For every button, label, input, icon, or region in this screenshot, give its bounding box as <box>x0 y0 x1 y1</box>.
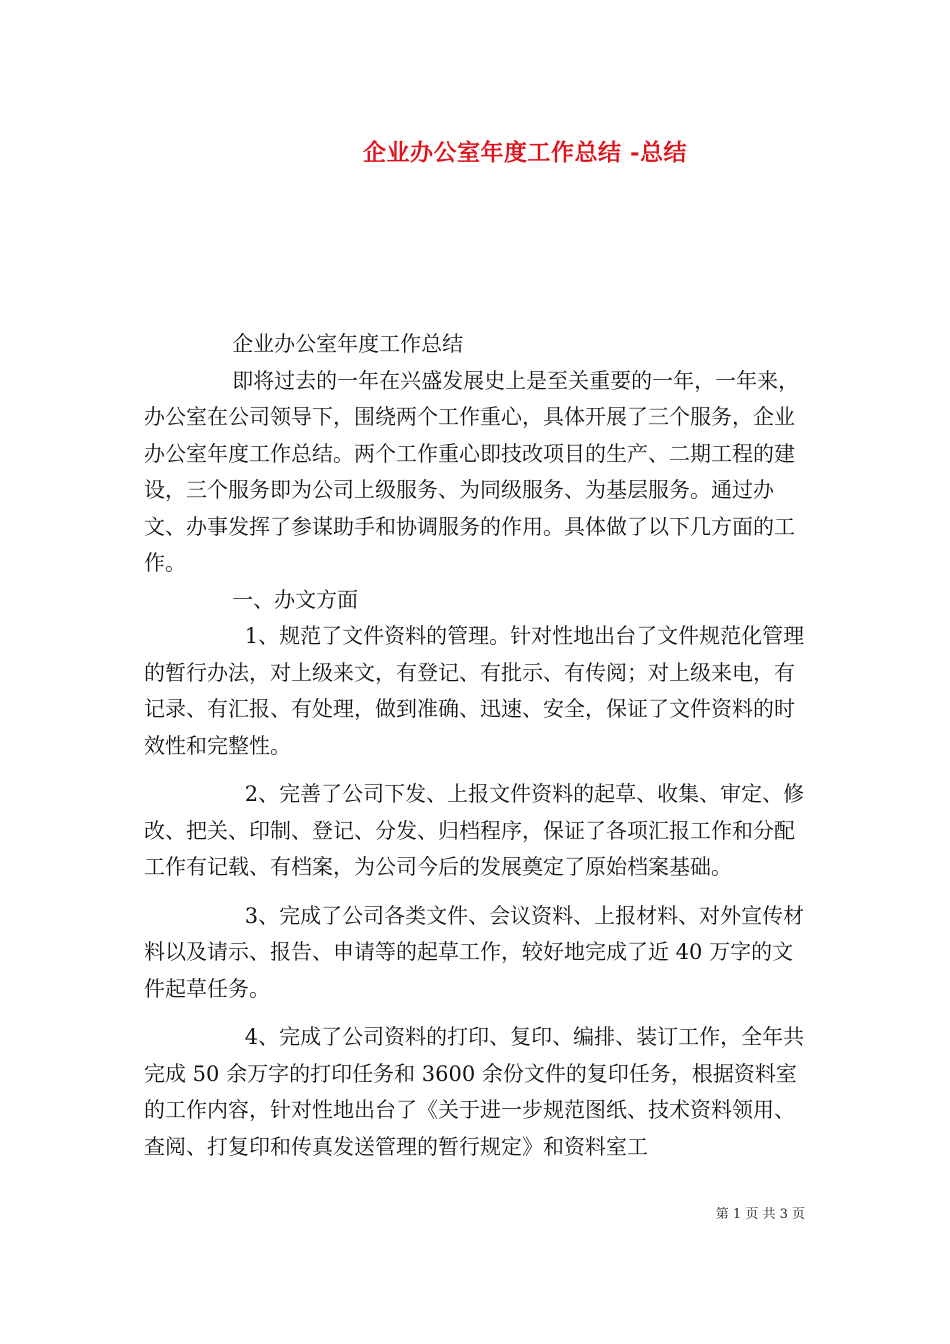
document-body <box>144 326 808 1165</box>
paragraph-item-3: 3、完成了公司各类文件、会议资料、上报材料、对外宣传材料以及请示、报告、申请等的起草工作，较好地完成了近 40 万字的文件起草任务。 <box>144 903 805 1001</box>
subtitle: 企业办公室年度工作总结 <box>232 332 464 356</box>
document-title: 企业办公室年度工作总结 -总结 <box>362 139 688 166</box>
paragraph-item-2: 2、完善了公司下发、上报文件资料的起草、收集、审定、修改、把关、印制、登记、分发、归档程序，保证了各项汇报工作和分配工作有记载、有档案，为公司今后的发展奠定了原始档案基础。 <box>144 782 805 879</box>
intro-paragraph: 即将过去的一年在兴盛发展史上是至关重要的一年，一年来，办公室在公司领导下，围绕两个工作重心，具体开展了三个服务，企业办公室年度工作总结。两个工作重心即技改项目的生产、二期工程的建设，三个服务即为公司上级服务、为同级服务、为基层服务。通过办文、办事发挥了参谋助手和协调服务的作用。具体做了以下几方面的工作。 <box>144 368 800 575</box>
paragraph-item-4: 4、完成了公司资料的打印、复印、编排、装订工作，全年共完成 50 余万字的打印任务和 3600 余份文件的复印任务，根据资料室的工作内容，针对性地出台了《关于进一步规范图纸、技术资料领用、查阅、打复印和传真发送管理的暂行规定》和资料室工 <box>144 1025 805 1159</box>
paragraph-item-1: 1、规范了文件资料的管理。针对性地出台了文件规范化管理的暂行办法，对上级来文，有登记、有批示、有传阅；对上级来电，有记录、有汇报、有处理，做到准确、迅速、安全，保证了文件资料的时效性和完整性。 <box>144 624 805 758</box>
page-number-footer: 第 1 页 共 3 页 <box>715 1207 805 1222</box>
section-heading-1: 一、办文方面 <box>232 587 359 612</box>
